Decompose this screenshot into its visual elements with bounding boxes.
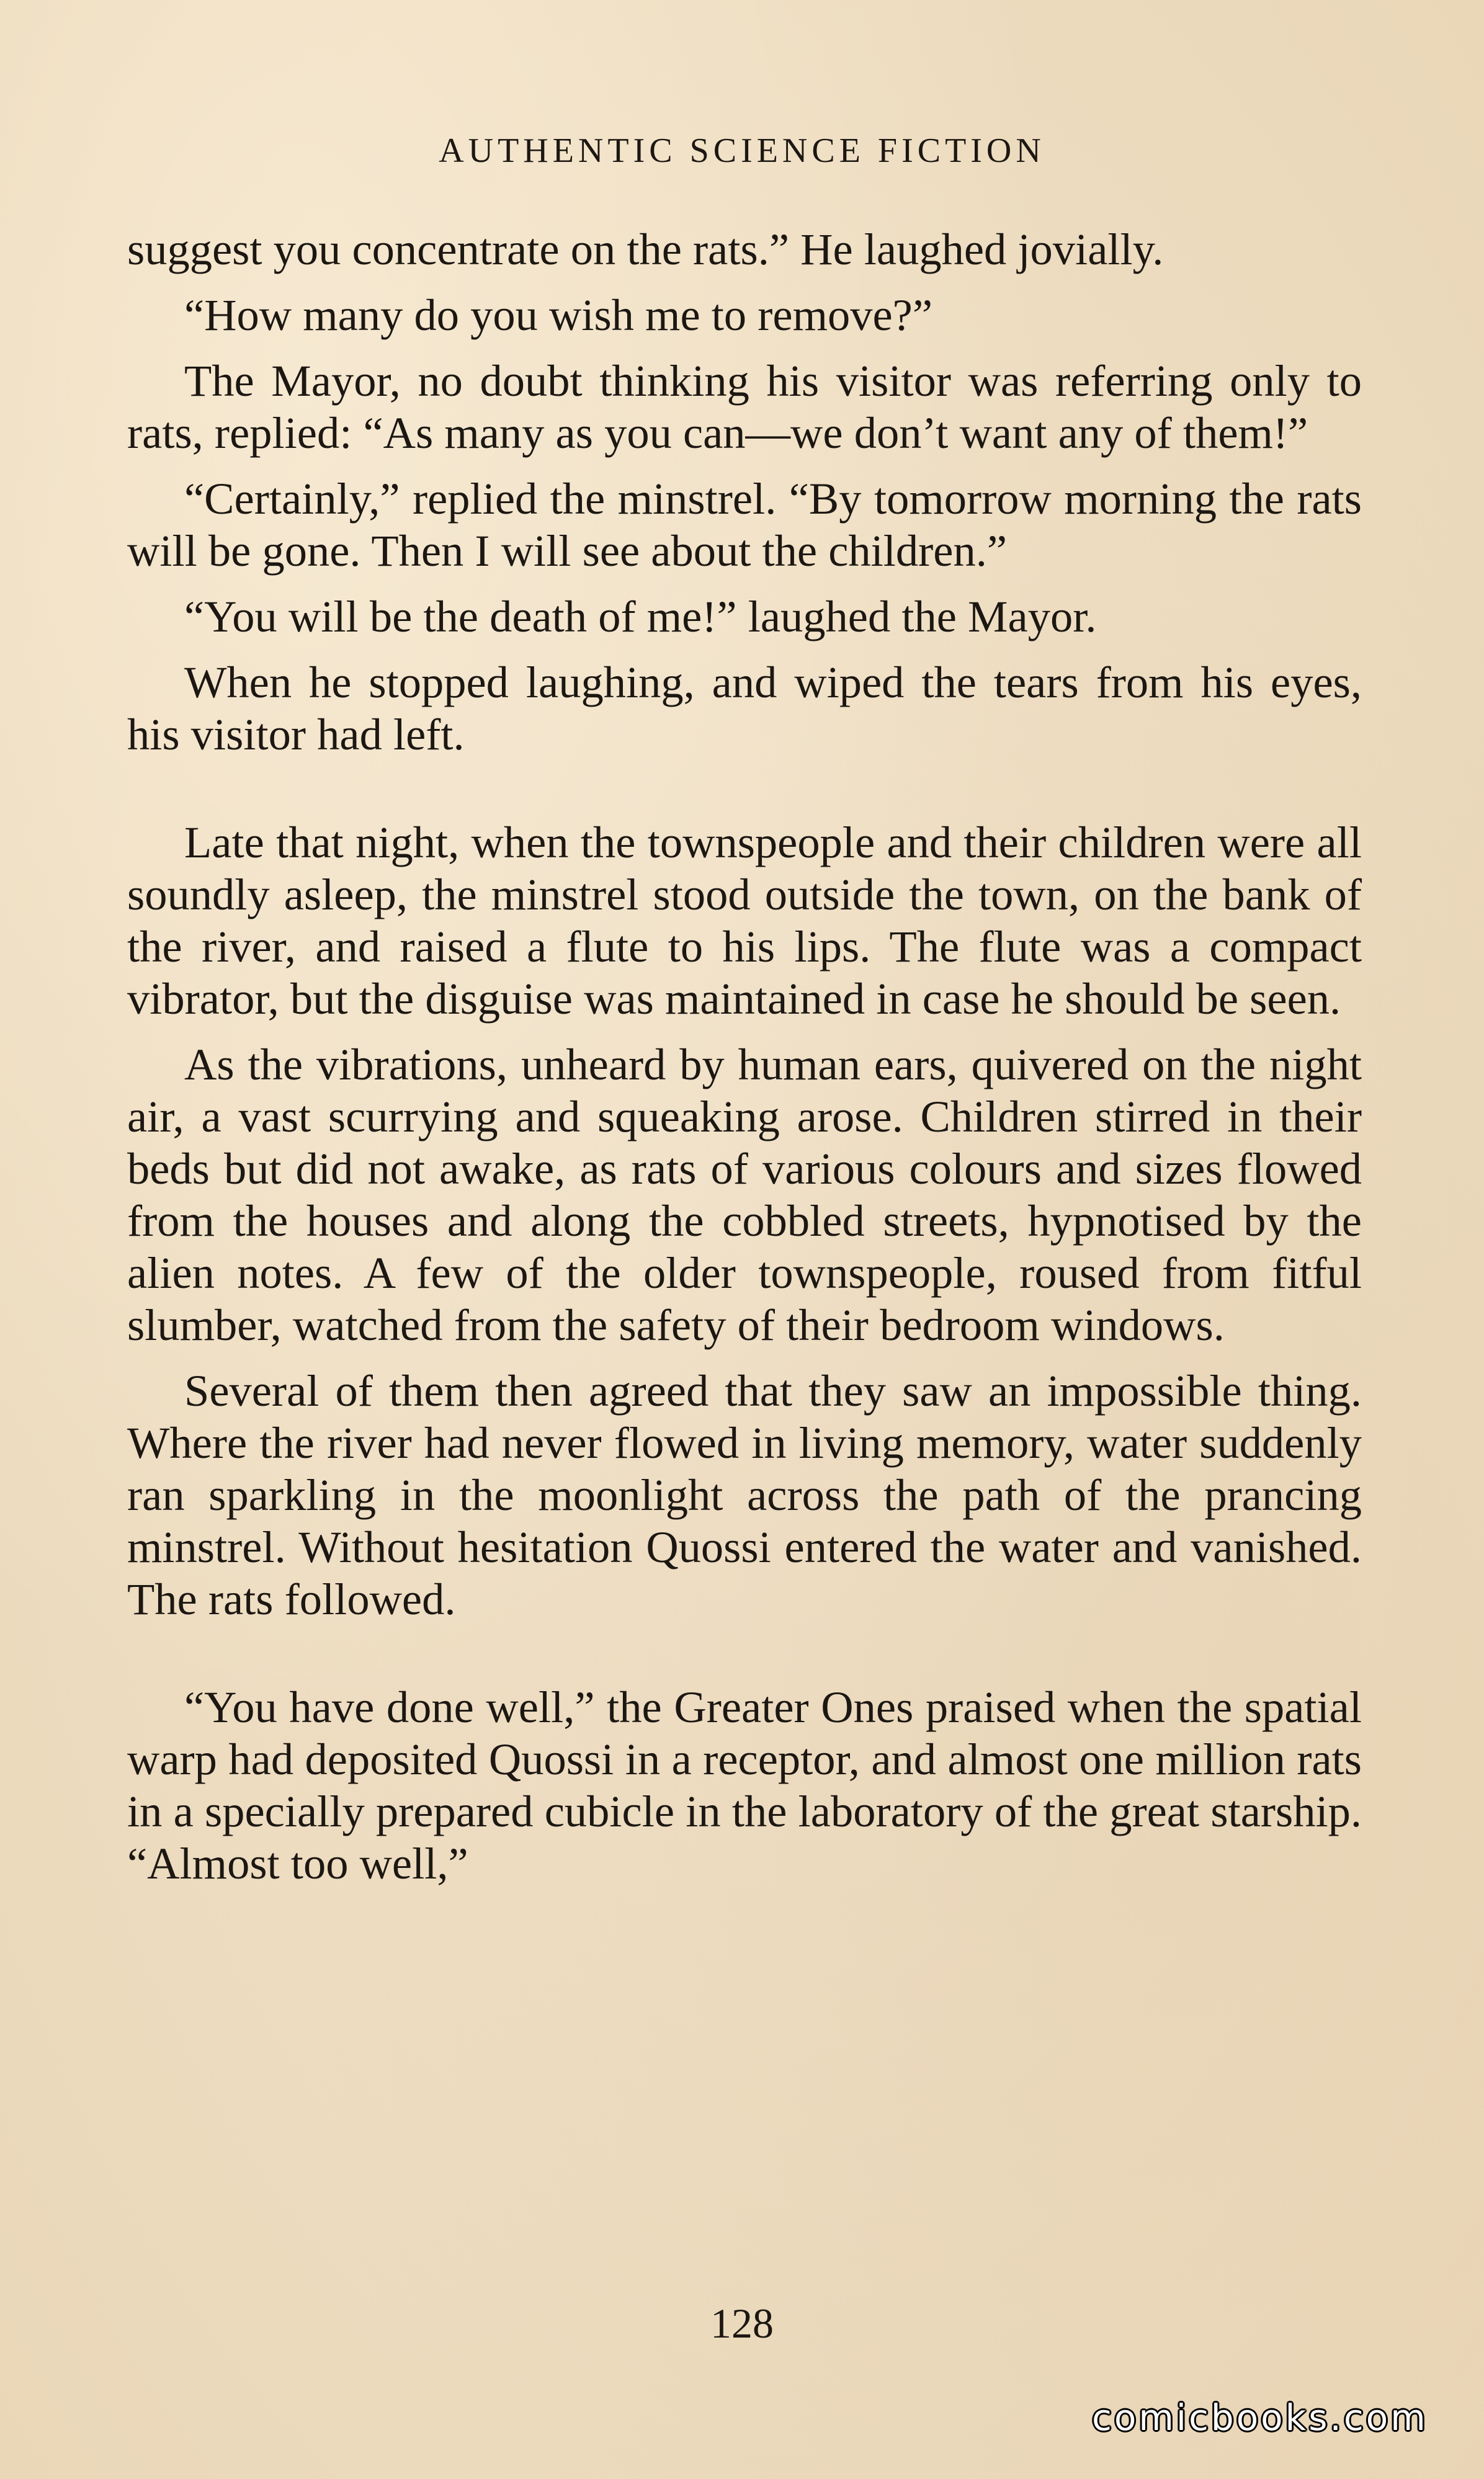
paragraph: “You will be the death of me!” laughed the Mayor. <box>184 591 1097 641</box>
paragraph: As the vibrations, unheard by human ears, quivered on the night air, a vast scurrying and squeaking arose. Children stirred in their beds but did not awake, as rats of various colours and sizes flowed from the houses and along the cobbled streets, hypnotised by the alien notes. A few of the older townspeople, roused from fitful slumber, watched from the safety of their bedroom windows. <box>127 1039 1362 1350</box>
paragraph: “You have done well,” the Greater Ones praised when the spatial warp had deposited Quossi in a receptor, and almost one million rats in a specially prepared cubicle in the laboratory of the great starship. “Almost too well,” <box>127 1682 1362 1888</box>
paragraph: suggest you concentrate on the rats.” He laughed jovially. <box>127 224 1164 274</box>
running-head: AUTHENTIC SCIENCE FICTION <box>439 132 1045 170</box>
page-number: 128 <box>710 2300 774 2347</box>
paragraph: Late that night, when the townspeople and their children were all soundly asleep, the minstrel stood outside the town, on the bank of the river, and raised a flute to his lips. The flute was a compact vibrator, but the disguise was maintained in case he should be seen. <box>127 817 1362 1024</box>
paragraph: “Certainly,” replied the minstrel. “By tomorrow morning the rats will be gone. Then I will see about the children.” <box>127 473 1362 576</box>
watermark: comicbooks.com <box>1092 2396 1428 2439</box>
paragraph: Several of them then agreed that they saw an impossible thing. Where the river had never flowed in living memory, water suddenly ran sparkling in the moonlight across the path of the prancing minstrel. Without hesitation Quossi entered the water and vanished. The rats followed. <box>127 1365 1362 1624</box>
paragraph: “How many do you wish me to remove?” <box>184 290 933 340</box>
paragraph: The Mayor, no doubt thinking his visitor was referring only to rats, replied: “As many as you can—we don’t want any of them!” <box>127 355 1362 458</box>
body-text <box>127 223 1362 1903</box>
paragraph: When he stopped laughing, and wiped the tears from his eyes, his visitor had left. <box>127 657 1362 759</box>
